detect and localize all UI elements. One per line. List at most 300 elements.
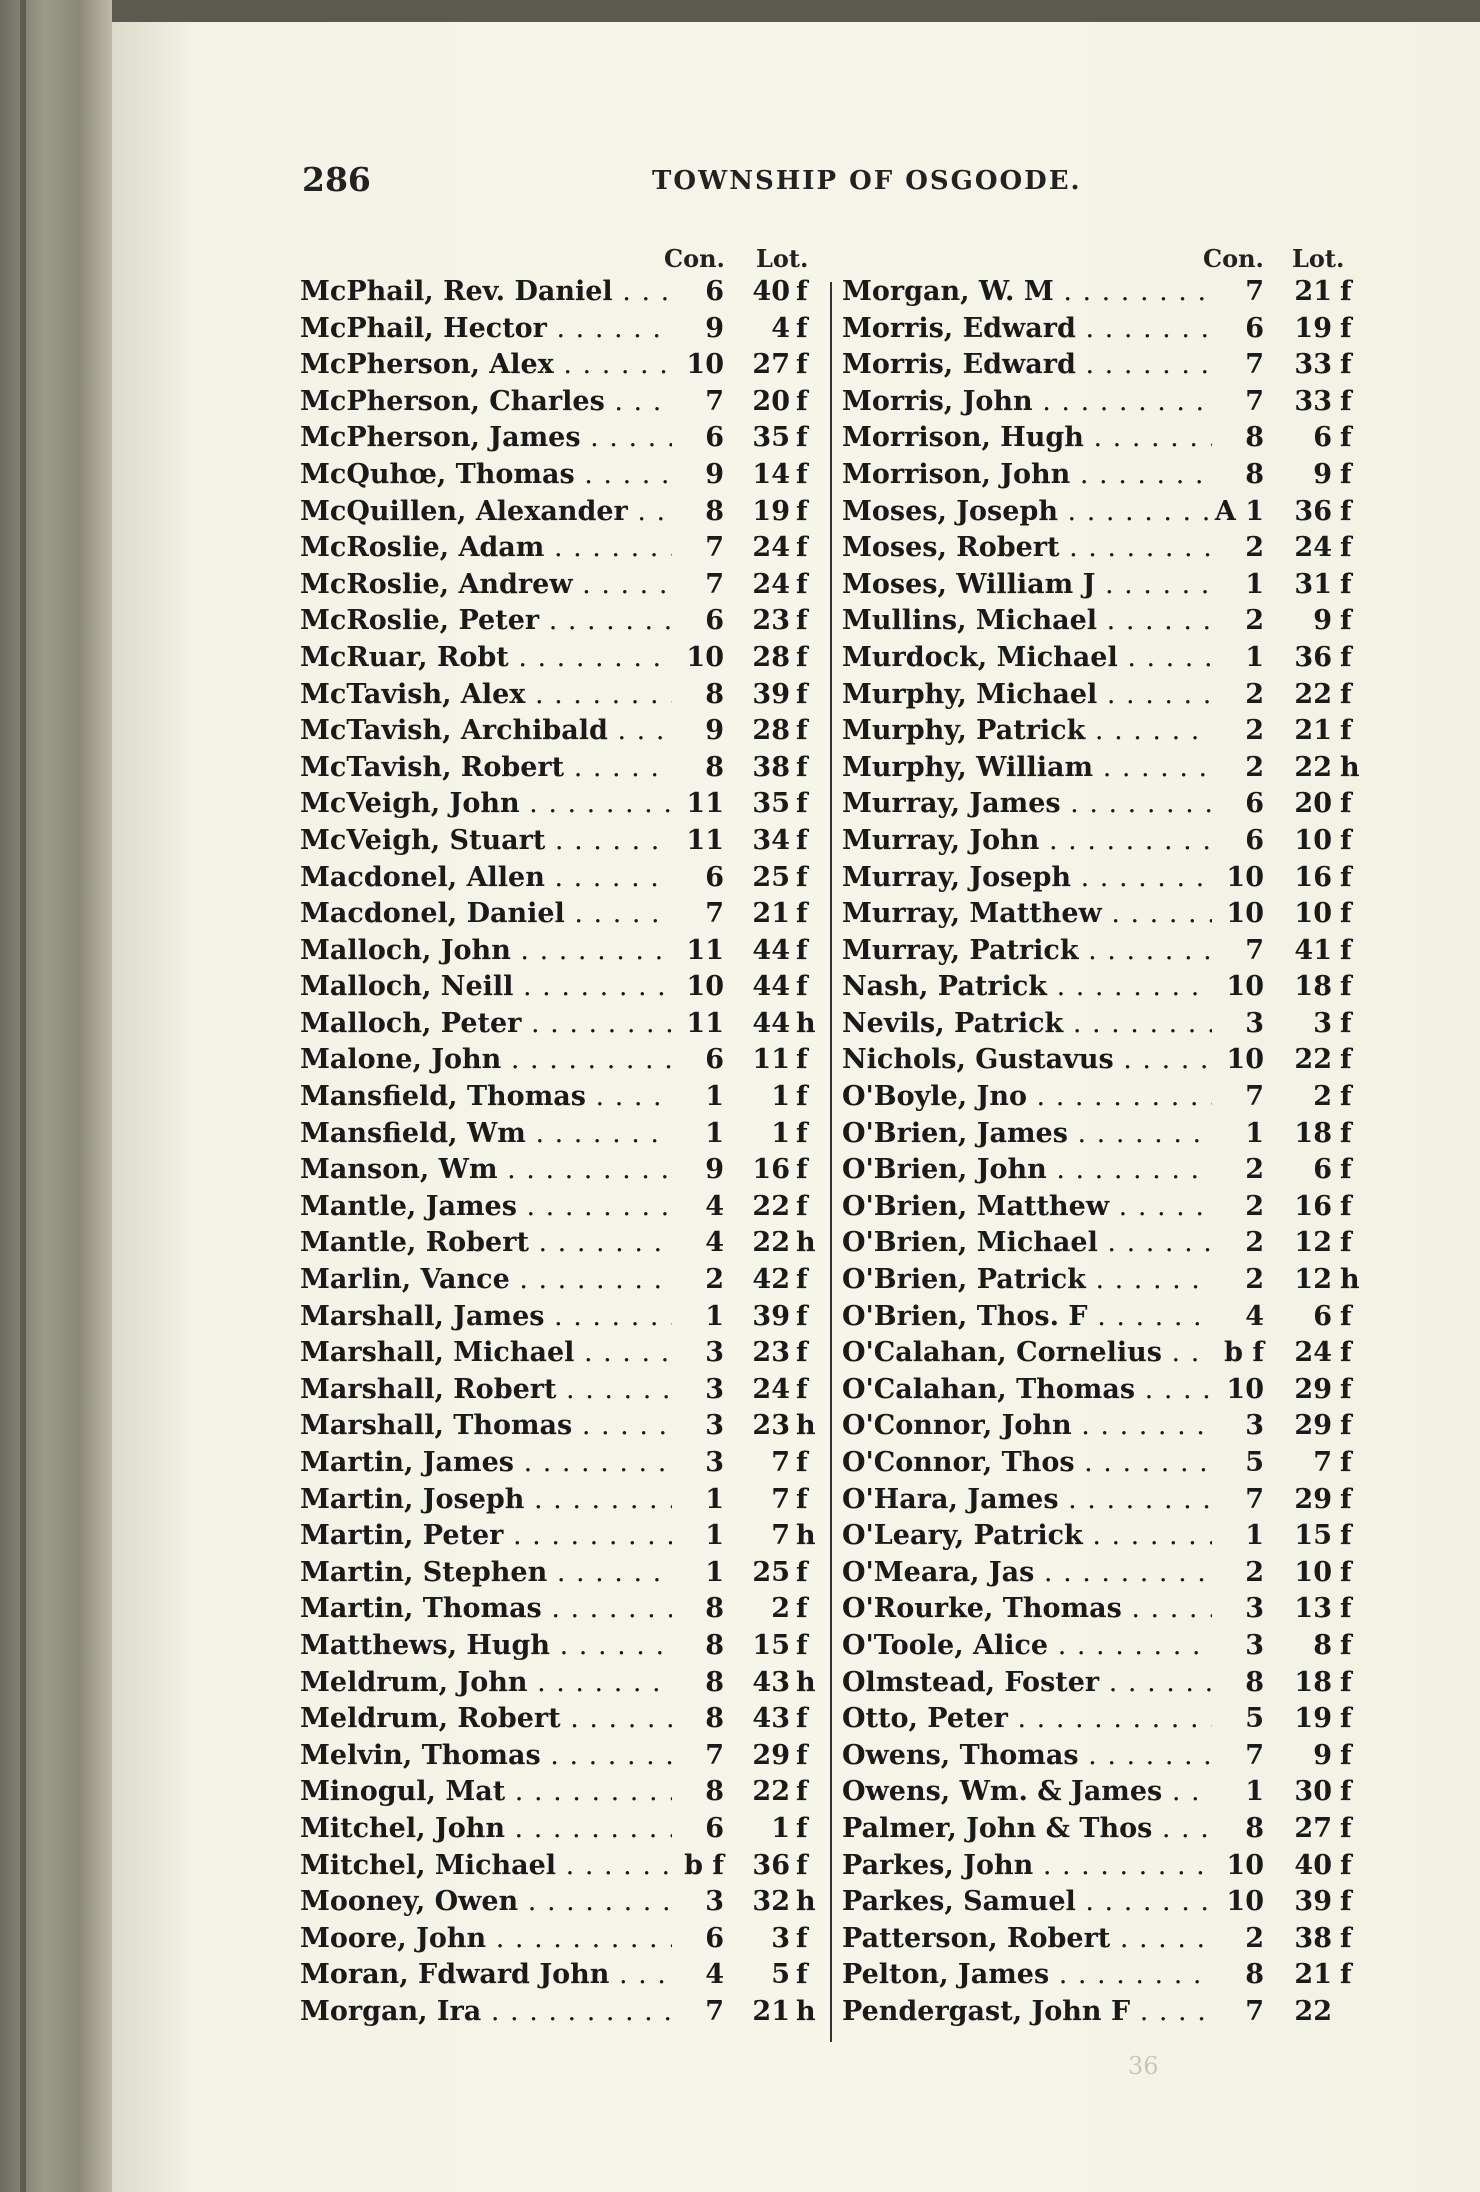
entry-lot: 16 xyxy=(1294,861,1332,893)
entry-tenure: f xyxy=(796,1373,808,1405)
entry-lot: 7 xyxy=(771,1483,790,1515)
entry-row xyxy=(300,530,820,567)
entry-concession: 9 xyxy=(705,1154,724,1186)
entry-concession: 1 xyxy=(705,1081,724,1113)
entry-tenure: f xyxy=(796,1776,808,1808)
entry-row xyxy=(842,1774,1382,1811)
entry-concession: 10 xyxy=(1226,971,1264,1003)
entry-row xyxy=(300,311,820,348)
entry-lot: 40 xyxy=(752,276,790,307)
entry-row xyxy=(842,1555,1382,1592)
entry-row xyxy=(842,1848,1382,1885)
entry-concession: 6 xyxy=(1245,312,1264,344)
entry-row xyxy=(300,1994,820,2031)
entry-tenure: f xyxy=(796,971,808,1003)
entry-name: Malloch, Neill . . . xyxy=(300,969,672,1006)
entry-name: Murphy, Patrick . . . xyxy=(842,713,1212,750)
entry-tenure: f xyxy=(1340,1776,1352,1808)
entry-lot: 33 xyxy=(1294,349,1332,381)
entry-concession: A 1 xyxy=(1214,495,1264,527)
entry-lot: 4 xyxy=(771,312,790,344)
entry-tenure: f xyxy=(796,1812,808,1844)
entry-row xyxy=(300,1811,820,1848)
entry-name: Parkes, Samuel . . . xyxy=(842,1884,1212,1921)
entry-concession: 1 xyxy=(1245,568,1264,600)
entry-concession: 11 xyxy=(686,1007,724,1039)
entry-concession: 6 xyxy=(705,1922,724,1954)
entry-tenure: f xyxy=(1340,1081,1352,1113)
book-binding-edge xyxy=(0,0,112,2192)
entry-concession: 4 xyxy=(1245,1300,1264,1332)
entry-row xyxy=(300,347,820,384)
entry-concession: 3 xyxy=(1245,1593,1264,1625)
entry-name: Moran, Fdward John . . . xyxy=(300,1957,672,1994)
entry-name: Melvin, Thomas . . . xyxy=(300,1738,672,1775)
entry-tenure: f xyxy=(1340,1556,1352,1588)
entry-concession: 8 xyxy=(1245,1666,1264,1698)
entry-row xyxy=(300,933,820,970)
entry-tenure: f xyxy=(1340,1190,1352,1222)
entry-concession: 7 xyxy=(705,898,724,930)
entry-lot: 21 xyxy=(752,898,790,930)
entry-name: Palmer, John & Thos . . . xyxy=(842,1811,1212,1848)
entry-concession: 8 xyxy=(705,1703,724,1735)
entry-concession: 5 xyxy=(1245,1447,1264,1478)
entry-tenure: f xyxy=(796,1959,808,1991)
entry-row xyxy=(842,677,1382,714)
entry-concession: 8 xyxy=(1245,1812,1264,1844)
entry-lot: 13 xyxy=(1294,1593,1332,1625)
entry-concession: 4 xyxy=(705,1959,724,1991)
entry-lot: 36 xyxy=(1294,495,1332,527)
entry-tenure: f xyxy=(1340,1959,1352,1991)
entry-lot: 6 xyxy=(1313,1300,1332,1332)
entry-lot: 39 xyxy=(1294,1886,1332,1918)
entry-lot: 22 xyxy=(1294,1995,1332,2027)
entry-lot: 9 xyxy=(1313,1739,1332,1771)
entry-row xyxy=(300,1445,820,1482)
entry-tenure: f xyxy=(796,276,808,307)
entry-tenure: f xyxy=(796,678,808,710)
entry-tenure: f xyxy=(796,1739,808,1771)
entry-name: Morgan, Ira . . . xyxy=(300,1994,672,2031)
entry-lot: 1 xyxy=(771,1812,790,1844)
entry-name: McTavish, Archibald . . . xyxy=(300,713,672,750)
entry-tenure: f xyxy=(1340,715,1352,747)
entry-name: O'Boyle, Jno . . . xyxy=(842,1079,1212,1116)
entry-concession: 3 xyxy=(705,1410,724,1442)
entry-row xyxy=(842,274,1382,311)
entry-row xyxy=(300,567,820,604)
entry-concession: 3 xyxy=(1245,1629,1264,1661)
entry-lot: 21 xyxy=(1294,276,1332,307)
entry-row xyxy=(842,1921,1382,1958)
entry-name: McPherson, Alex . . . xyxy=(300,347,672,384)
entry-name: Murray, John . . . xyxy=(842,823,1212,860)
entry-name: Marshall, Robert . . . xyxy=(300,1372,672,1409)
entry-row xyxy=(300,1738,820,1775)
entry-name: Mitchel, Michael . . . xyxy=(300,1848,672,1885)
entry-name: Murdock, Michael . . . xyxy=(842,640,1212,677)
entry-concession: 11 xyxy=(686,788,724,820)
entry-tenure: f xyxy=(1340,898,1352,930)
entry-row xyxy=(842,786,1382,823)
entry-concession: 1 xyxy=(1245,1117,1264,1149)
entry-lot: 23 xyxy=(752,605,790,637)
entry-lot: 9 xyxy=(1313,605,1332,637)
entry-name: Macdonel, Daniel . . . xyxy=(300,896,672,933)
entry-row xyxy=(300,1957,820,1994)
entry-row xyxy=(300,823,820,860)
entry-concession: 8 xyxy=(705,678,724,710)
entry-concession: 9 xyxy=(705,715,724,747)
entry-tenure: f xyxy=(1340,1154,1352,1186)
entry-name: O'Brien, James . . . xyxy=(842,1116,1212,1153)
entry-concession: 2 xyxy=(1245,751,1264,783)
entry-concession: 2 xyxy=(1245,678,1264,710)
entry-tenure: f xyxy=(796,349,808,381)
entry-concession: 2 xyxy=(705,1264,724,1296)
entry-name: Pendergast, John F . . . xyxy=(842,1994,1212,2031)
entry-row xyxy=(300,1555,820,1592)
entry-row xyxy=(300,1408,820,1445)
entry-tenure: f xyxy=(1340,641,1352,673)
entry-lot: 36 xyxy=(1294,641,1332,673)
entry-lot: 28 xyxy=(752,715,790,747)
entry-tenure: f xyxy=(1340,568,1352,600)
entry-tenure: f xyxy=(1340,349,1352,381)
entry-concession: 7 xyxy=(1245,934,1264,966)
entry-concession: 1 xyxy=(1245,1776,1264,1808)
entry-lot: 29 xyxy=(752,1739,790,1771)
entry-row xyxy=(300,1152,820,1189)
entry-lot: 19 xyxy=(752,495,790,527)
entry-name: Morris, Edward . . . xyxy=(842,347,1212,384)
entry-lot: 22 xyxy=(752,1190,790,1222)
entry-concession: 7 xyxy=(705,568,724,600)
entry-tenure: f xyxy=(796,824,808,856)
entry-tenure: f xyxy=(1340,934,1352,966)
entry-concession: 8 xyxy=(705,1776,724,1808)
entry-lot: 22 xyxy=(1294,751,1332,783)
entry-row xyxy=(842,420,1382,457)
entry-tenure: f xyxy=(1340,1227,1352,1259)
entry-row xyxy=(842,1628,1382,1665)
entry-lot: 20 xyxy=(752,385,790,417)
entry-row xyxy=(300,1921,820,1958)
entry-concession: 4 xyxy=(705,1190,724,1222)
left-entry-column xyxy=(300,274,820,2031)
entry-name: Murray, James . . . xyxy=(842,786,1212,823)
entry-row xyxy=(300,750,820,787)
entry-lot: 2 xyxy=(771,1593,790,1625)
entry-name: O'Hara, James . . . xyxy=(842,1482,1212,1519)
entry-concession: 7 xyxy=(705,532,724,564)
entry-concession: b f xyxy=(1224,1337,1264,1369)
entry-row xyxy=(300,786,820,823)
entry-name: Malloch, Peter . . . xyxy=(300,1006,672,1043)
entry-name: O'Toole, Alice . . . xyxy=(842,1628,1212,1665)
entry-concession: 7 xyxy=(1245,385,1264,417)
entry-lot: 29 xyxy=(1294,1410,1332,1442)
entry-tenure: h xyxy=(796,1007,816,1039)
entry-lot: 25 xyxy=(752,861,790,893)
entry-row xyxy=(842,1079,1382,1116)
entry-lot: 41 xyxy=(1294,934,1332,966)
entry-tenure: f xyxy=(1340,1337,1352,1369)
entry-tenure: f xyxy=(1340,1922,1352,1954)
entry-lot: 3 xyxy=(1313,1007,1332,1039)
entry-tenure: f xyxy=(1340,1483,1352,1515)
entry-name: McVeigh, John . . . xyxy=(300,786,672,823)
entry-row xyxy=(842,1957,1382,1994)
entry-row xyxy=(842,1408,1382,1445)
entry-concession: 3 xyxy=(1245,1410,1264,1442)
entry-concession: 10 xyxy=(1226,898,1264,930)
entry-concession: 7 xyxy=(1245,276,1264,307)
entry-name: McPhail, Hector . . . xyxy=(300,311,672,348)
entry-row xyxy=(300,1628,820,1665)
entry-name: O'Calahan, Thomas . . . xyxy=(842,1372,1212,1409)
entry-row xyxy=(300,1335,820,1372)
entry-name: McRuar, Robt . . . xyxy=(300,640,672,677)
entry-concession: 7 xyxy=(1245,1739,1264,1771)
entry-name: Martin, Thomas . . . xyxy=(300,1591,672,1628)
entry-lot: 24 xyxy=(752,532,790,564)
entry-concession: 10 xyxy=(1226,1373,1264,1405)
entry-row xyxy=(842,1482,1382,1519)
entry-concession: 7 xyxy=(705,1995,724,2027)
entry-concession: 1 xyxy=(705,1556,724,1588)
entry-concession: 11 xyxy=(686,824,724,856)
entry-row xyxy=(300,494,820,531)
entry-concession: 10 xyxy=(686,349,724,381)
entry-concession: 10 xyxy=(1226,1044,1264,1076)
entry-concession: 7 xyxy=(1245,1483,1264,1515)
entry-tenure: f xyxy=(796,861,808,893)
entry-row xyxy=(300,1701,820,1738)
entry-lot: 10 xyxy=(1294,898,1332,930)
entry-row xyxy=(842,1225,1382,1262)
entry-lot: 8 xyxy=(1313,1629,1332,1661)
entry-tenure: f xyxy=(796,532,808,564)
entry-row xyxy=(300,713,820,750)
entry-tenure: f xyxy=(1340,1044,1352,1076)
entry-concession: 7 xyxy=(1245,349,1264,381)
entry-lot: 21 xyxy=(752,1995,790,2027)
entry-lot: 1 xyxy=(771,1117,790,1149)
right-lot-header: Lot. xyxy=(1292,244,1345,273)
entry-row xyxy=(842,1042,1382,1079)
entry-concession: 10 xyxy=(1226,861,1264,893)
entry-tenure: f xyxy=(796,1190,808,1222)
left-lot-header: Lot. xyxy=(756,244,809,273)
entry-row xyxy=(842,603,1382,640)
entry-concession: 1 xyxy=(705,1520,724,1552)
entry-name: Patterson, Robert . . . xyxy=(842,1921,1212,1958)
entry-tenure: h xyxy=(1340,751,1360,783)
entry-lot: 5 xyxy=(771,1959,790,1991)
entry-concession: 8 xyxy=(1245,458,1264,490)
entry-tenure: f xyxy=(1340,788,1352,820)
entry-row xyxy=(842,750,1382,787)
entry-name: Moses, Joseph . . . xyxy=(842,494,1212,531)
entry-name: Martin, Joseph . . . xyxy=(300,1482,672,1519)
entry-row xyxy=(300,1518,820,1555)
entry-name: Moses, William J . . . xyxy=(842,567,1212,604)
entry-row xyxy=(300,420,820,457)
entry-tenure: f xyxy=(796,605,808,637)
entry-lot: 9 xyxy=(1313,458,1332,490)
entry-concession: 10 xyxy=(686,971,724,1003)
signature-mark: 36 xyxy=(1128,2052,1159,2080)
entry-row xyxy=(300,1116,820,1153)
entry-row xyxy=(300,677,820,714)
entry-concession: 7 xyxy=(705,385,724,417)
entry-concession: 1 xyxy=(1245,1520,1264,1552)
entry-lot: 23 xyxy=(752,1337,790,1369)
entry-tenure: f xyxy=(796,1922,808,1954)
entry-concession: b f xyxy=(684,1849,724,1881)
entry-name: Mitchel, John . . . xyxy=(300,1811,672,1848)
entry-tenure: f xyxy=(1340,1739,1352,1771)
entry-name: Parkes, John . . . xyxy=(842,1848,1212,1885)
entry-name: Morris, John . . . xyxy=(842,384,1212,421)
entry-name: Morris, Edward . . . xyxy=(842,311,1212,348)
entry-tenure: h xyxy=(1340,1264,1360,1296)
entry-name: Morrison, John . . . xyxy=(842,457,1212,494)
entry-concession: 6 xyxy=(705,1044,724,1076)
entry-concession: 11 xyxy=(686,934,724,966)
entry-name: O'Meara, Jas . . . xyxy=(842,1555,1212,1592)
left-con-header: Con. xyxy=(664,244,725,273)
entry-concession: 7 xyxy=(1245,1081,1264,1113)
entry-name: Malloch, John . . . xyxy=(300,933,672,970)
entry-tenure: f xyxy=(796,385,808,417)
entry-concession: 8 xyxy=(705,1666,724,1698)
entry-tenure: f xyxy=(1340,1520,1352,1552)
entry-row xyxy=(300,1262,820,1299)
entry-name: Martin, Stephen . . . xyxy=(300,1555,672,1592)
entry-row xyxy=(300,1079,820,1116)
entry-tenure: f xyxy=(796,934,808,966)
entry-lot: 44 xyxy=(752,1007,790,1039)
entry-lot: 33 xyxy=(1294,385,1332,417)
entry-lot: 21 xyxy=(1294,715,1332,747)
entry-tenure: h xyxy=(796,1410,816,1442)
entry-name: McRoslie, Peter . . . xyxy=(300,603,672,640)
entry-concession: 3 xyxy=(1245,1007,1264,1039)
entry-name: McQuillen, Alexander . . . xyxy=(300,494,672,531)
entry-concession: 6 xyxy=(705,861,724,893)
entry-tenure: f xyxy=(1340,385,1352,417)
entry-row xyxy=(842,1665,1382,1702)
entry-concession: 3 xyxy=(705,1373,724,1405)
entry-tenure: f xyxy=(796,1593,808,1625)
entry-name: Murphy, William . . . xyxy=(842,750,1212,787)
entry-lot: 24 xyxy=(752,1373,790,1405)
entry-row xyxy=(842,1518,1382,1555)
entry-tenure: f xyxy=(1340,1666,1352,1698)
entry-lot: 23 xyxy=(752,1410,790,1442)
entry-row xyxy=(842,1262,1382,1299)
entry-row xyxy=(842,1335,1382,1372)
entry-tenure: f xyxy=(1340,971,1352,1003)
entry-row xyxy=(842,1994,1382,2031)
entry-concession: 5 xyxy=(1245,1703,1264,1735)
entry-row xyxy=(842,494,1382,531)
entry-row xyxy=(842,1006,1382,1043)
entry-row xyxy=(300,1006,820,1043)
entry-tenure: f xyxy=(1340,1007,1352,1039)
entry-concession: 1 xyxy=(705,1117,724,1149)
entry-concession: 2 xyxy=(1245,605,1264,637)
right-entry-column xyxy=(842,274,1382,2031)
entry-lot: 24 xyxy=(1294,532,1332,564)
entry-row xyxy=(842,1116,1382,1153)
entry-tenure: f xyxy=(796,1300,808,1332)
entry-concession: 8 xyxy=(1245,422,1264,454)
entry-lot: 21 xyxy=(1294,1959,1332,1991)
entry-concession: 2 xyxy=(1245,532,1264,564)
entry-name: Martin, James . . . xyxy=(300,1445,672,1482)
entry-name: O'Brien, Patrick . . . xyxy=(842,1262,1212,1299)
entry-tenure: f xyxy=(1340,861,1352,893)
entry-row xyxy=(842,823,1382,860)
entry-tenure: f xyxy=(1340,312,1352,344)
entry-lot: 7 xyxy=(771,1447,790,1478)
entry-row xyxy=(842,896,1382,933)
entry-tenure: f xyxy=(1340,422,1352,454)
entry-row xyxy=(300,1665,820,1702)
entry-tenure: f xyxy=(1340,1410,1352,1442)
entry-tenure: f xyxy=(1340,1447,1352,1478)
entry-name: O'Brien, Michael . . . xyxy=(842,1225,1212,1262)
entry-row xyxy=(300,1189,820,1226)
entry-name: Mantle, James . . . xyxy=(300,1189,672,1226)
entry-concession: 4 xyxy=(705,1227,724,1259)
entry-row xyxy=(300,1482,820,1519)
entry-row xyxy=(300,274,820,311)
entry-name: Morgan, W. M . . . xyxy=(842,274,1212,311)
entry-tenure: f xyxy=(796,641,808,673)
entry-lot: 22 xyxy=(1294,1044,1332,1076)
entry-tenure: f xyxy=(1340,1886,1352,1918)
entry-concession: 6 xyxy=(1245,788,1264,820)
column-divider xyxy=(830,282,832,2042)
entry-row xyxy=(842,1152,1382,1189)
entry-name: Manson, Wm . . . xyxy=(300,1152,672,1189)
entry-name: McTavish, Alex . . . xyxy=(300,677,672,714)
entry-lot: 44 xyxy=(752,934,790,966)
entry-lot: 27 xyxy=(1294,1812,1332,1844)
entry-concession: 6 xyxy=(705,422,724,454)
entry-lot: 43 xyxy=(752,1703,790,1735)
entry-name: Marshall, James . . . xyxy=(300,1299,672,1336)
entry-name: Meldrum, John . . . xyxy=(300,1665,672,1702)
entry-tenure: f xyxy=(796,312,808,344)
entry-row xyxy=(300,640,820,677)
entry-lot: 22 xyxy=(1294,678,1332,710)
entry-lot: 40 xyxy=(1294,1849,1332,1881)
entry-lot: 24 xyxy=(1294,1337,1332,1369)
entry-row xyxy=(842,530,1382,567)
entry-tenure: f xyxy=(796,422,808,454)
right-con-header: Con. xyxy=(1203,244,1264,273)
entry-tenure: f xyxy=(796,1337,808,1369)
entry-row xyxy=(842,347,1382,384)
entry-lot: 14 xyxy=(752,458,790,490)
